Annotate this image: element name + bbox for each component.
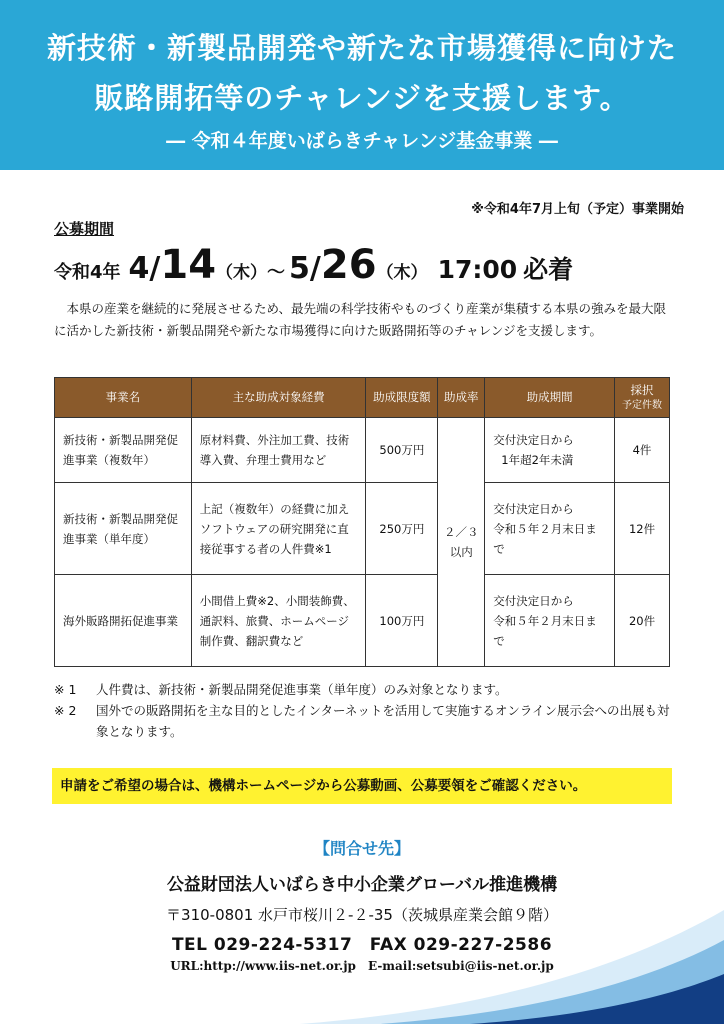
footnote-text: 国外での販路開拓を主な目的としたインターネットを活用して実施するオンライン展示会への出展も対象となります。 [96, 703, 670, 739]
end-month: 5/ [289, 251, 321, 286]
contact-title: 【問合せ先】 [313, 839, 410, 858]
program-costs: 原材料費、外注加工費、技術導入費、弁理士費用など [191, 418, 366, 483]
application-callout: 申請をご希望の場合は、機構ホームページから公募動画、公募要領をご確認ください。 [52, 768, 672, 804]
footnote-text: 人件費は、新技術・新製品開発促進事業（単年度）のみ対象となります。 [96, 682, 508, 697]
must-arrive: 必着 [523, 255, 574, 284]
header-period: 助成期間 [485, 378, 615, 418]
program-period [485, 483, 615, 575]
program-costs: 上記（複数年）の経費に加えソフトウェアの研究開発に直接従事する者の人件費※1 [191, 483, 366, 575]
period-line1: 交付決定日から [493, 501, 574, 516]
program-limit: 100万円 [366, 575, 438, 667]
header-count-line2: 予定件数 [622, 399, 662, 411]
program-name: 新技術・新製品開発促進事業（単年度） [55, 483, 192, 575]
organization-address: 〒310-0801 水戸市桜川２-２-35（茨城県産業会館９階） [166, 906, 558, 924]
footnote-2 [54, 700, 676, 742]
footnotes [54, 679, 676, 742]
headline-line2: 販路開拓等のチャレンジを支援します。 [94, 81, 630, 115]
phone-fax: TEL 029-224-5317 FAX 029-227-2586 [171, 935, 553, 955]
header-rate: 助成率 [438, 378, 485, 418]
program-count: 20件 [615, 575, 670, 667]
table-row [55, 575, 670, 667]
headline-subtitle: ― 令和４年度いばらきチャレンジ基金事業 ― [166, 130, 558, 152]
program-count: 12件 [615, 483, 670, 575]
period-line2: 1年超2年未満 [501, 453, 574, 468]
program-period [485, 418, 615, 483]
period-tilde: ～ [267, 262, 286, 283]
table-header-row [55, 378, 670, 418]
start-note: ※令和4年7月上旬（予定）事業開始 [471, 202, 684, 217]
footnote-mark: ※ 1 [54, 682, 77, 697]
header-program: 事業名 [55, 378, 192, 418]
program-limit: 250万円 [366, 483, 438, 575]
start-weekday: （木） [216, 263, 268, 283]
end-weekday: （木） [376, 263, 428, 283]
grant-table [54, 377, 670, 667]
organization-name: 公益財団法人いばらき中小企業グローバル推進機構 [166, 875, 558, 895]
program-costs: 小間借上費※2、小間装飾費、通訳料、旅費、ホームページ制作費、翻訳費など [191, 575, 366, 667]
period-line1: 交付決定日から [493, 593, 574, 608]
period-era: 令和4年 [54, 262, 121, 283]
url-email[interactable]: URL:http://www.iis-net.or.jp E-mail:setsubi@iis-net.or.jp [170, 959, 554, 973]
program-name: 海外販路開拓促進事業 [55, 575, 192, 667]
program-rate: ２／３以内 [438, 418, 485, 667]
program-period [485, 575, 615, 667]
program-count: 4件 [615, 418, 670, 483]
program-limit: 500万円 [366, 418, 438, 483]
header-costs: 主な助成対象経費 [191, 378, 366, 418]
header-count [615, 378, 670, 418]
period-line2: 令和５年２月末日まで [493, 521, 597, 556]
application-period [54, 242, 573, 288]
intro-paragraph: 本県の産業を継続的に発展させるため、最先端の科学技術やものづくり産業が集積する本県の強みを最大限に活かした新技術・新製品開発や新たな市場獲得に向けた販路開拓等のチャレンジを支援します。 [54, 301, 667, 338]
header-count-line1: 採択 [630, 382, 654, 397]
header-limit: 助成限度額 [366, 378, 438, 418]
end-day: 26 [320, 242, 377, 288]
table-row [55, 483, 670, 575]
end-time: 17:00 [437, 255, 518, 284]
header-banner [0, 0, 724, 170]
period-label: 公募期間 [54, 220, 115, 238]
period-line2: 令和５年２月末日まで [493, 613, 597, 648]
footnote-mark: ※ 2 [54, 703, 77, 718]
period-line1: 交付決定日から [493, 433, 574, 448]
table-row [55, 418, 670, 483]
start-day: 14 [160, 242, 217, 288]
headline-line1: 新技術・新製品開発や新たな市場獲得に向けた [46, 31, 677, 65]
footnote-1 [54, 679, 676, 700]
start-month: 4/ [128, 251, 161, 286]
program-name: 新技術・新製品開発促進事業（複数年） [55, 418, 192, 483]
